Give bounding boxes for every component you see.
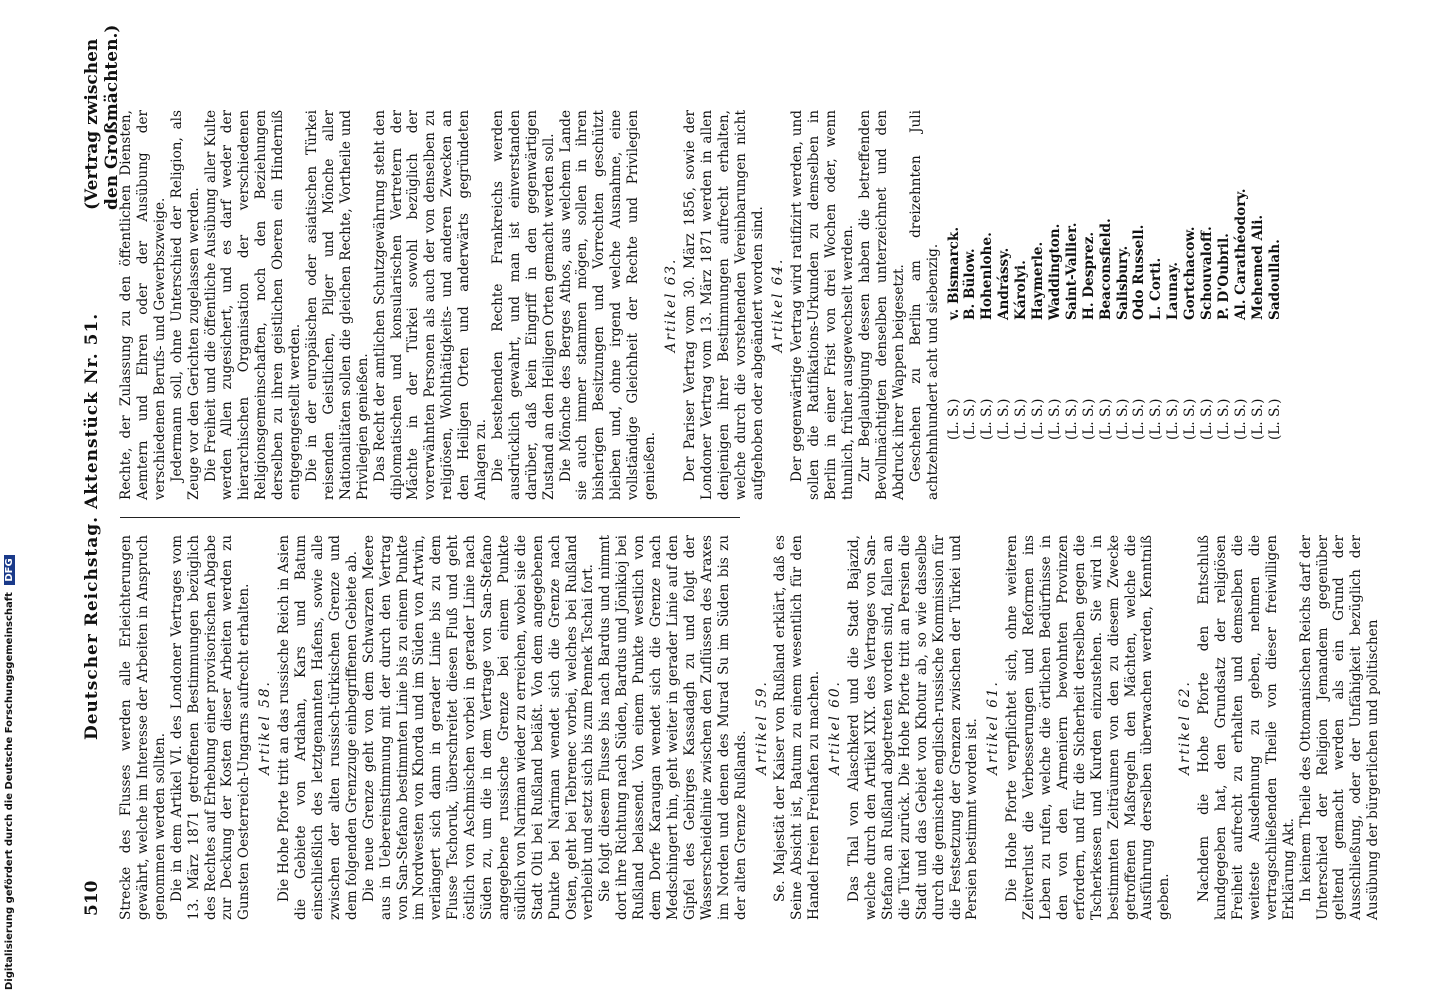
article-heading: Artikel 61.	[985, 680, 1002, 775]
signature-row	[1165, 110, 1182, 500]
seal-mark: (L. S.)	[1063, 398, 1080, 440]
signature-row	[1098, 110, 1115, 500]
page-number: 510	[82, 880, 102, 916]
paragraph: Die bestehenden Rechte Frankreichs werden ausdrücklich gewahrt, und man ist einverstanden darüber, daß kein Eingriff in den gegenwärtigen Zustand an den Heiligen Orten gemacht werden soll.	[489, 110, 557, 500]
paragraph: Nachdem die Hohe Pforte den Entschluß kundgegeben hat, den Grundsatz der religiösen Freiheit aufrecht zu erhalten und demselben die weiteste Ausdehnung zu geben, nehmen die vertragschließenden Theile von dieser freiwilligen Erklärung Akt.	[1196, 535, 1297, 920]
signature-row	[1250, 110, 1267, 500]
signatory-name: Mehemed Ali.	[1249, 214, 1266, 320]
signature-row	[1081, 110, 1098, 500]
signatory-name: L. Corti.	[1148, 257, 1165, 320]
seal-mark: (L. S.)	[962, 398, 979, 440]
signatory-name: Károlyi.	[1013, 260, 1030, 320]
paragraph: Das Recht der amtlichen Schutzgewährung steht den diplomatischen und konsularischen Vertretern der Mächte in der Türkei sowohl bezüglich der vorerwähnten Personen als auch der von denselben zu religiösen, Wohlthätigkeits- und anderen Zwecken an den Heiligen Orten und anderwärts gegründeten Anlagen zu.	[371, 110, 490, 500]
signatory-name: v. Bismarck.	[945, 226, 962, 320]
seal-mark: (L. S.)	[979, 398, 996, 440]
signatory-name: Salisbury.	[1114, 245, 1131, 320]
signatory-name: Beaconsfield.	[1097, 218, 1114, 320]
signature-row	[1013, 110, 1030, 500]
paragraph: Strecke des Flusses werden alle Erleichterungen gewährt, welche im Interesse der Arbeiten in Anspruch genommen werden sollten.	[118, 535, 168, 920]
signature-row	[1131, 110, 1148, 500]
signatory-name: Al. Carathéodory.	[1232, 188, 1249, 320]
seal-mark: (L. S.)	[1232, 398, 1249, 440]
paragraph: Der gegenwärtige Vertrag wird ratifizirt werden, und sollen die Ratifikations-Urkunden zu demselben in Berlin in einer Frist von drei Wochen oder, wenn thunlich, früher ausgewechselt werden.	[789, 110, 857, 500]
article-heading: Artikel 63.	[663, 257, 679, 353]
signatory-name: Odo Russell.	[1131, 224, 1148, 320]
signature-row	[946, 110, 963, 500]
signatory-name: B. Bülow.	[962, 248, 979, 320]
signature-row	[1064, 110, 1081, 500]
paragraph: Die in der europäischen oder asiatischen Türkei reisenden Geistlichen, Pilger und Mönche aller Nationalitäten sollen die gleichen Rechte, Vortheile und Privilegien genießen.	[303, 110, 371, 500]
page-header	[82, 0, 122, 930]
article-heading: Artikel 58.	[257, 680, 274, 775]
signatory-name: Saint-Vallier.	[1063, 222, 1080, 320]
document-subject: (Vertrag zwischen den Großmächten.)	[82, 24, 122, 210]
signature-list	[946, 110, 1284, 500]
digitization-footer	[2, 558, 18, 990]
paragraph: Die Hohe Pforte tritt an das russische Reich in Asien die Gebiete von Ardahan, Kars und Batum einschließlich des letztgenannten Hafens, sowie alle zwischen der alten russisch-türkischen Grenze und dem folgenden Grenzzuge einbegriffenen Gebiete ab.	[276, 535, 360, 920]
seal-mark: (L. S.)	[996, 398, 1013, 440]
signatory-name: Gortchacow.	[1182, 226, 1199, 320]
right-text-column	[118, 110, 1284, 500]
signature-row	[1115, 110, 1132, 500]
signatory-name: H. Desprez.	[1080, 231, 1097, 320]
seal-mark: (L. S.)	[1046, 398, 1063, 440]
signature-row	[1216, 110, 1233, 500]
article-heading: Artikel 62.	[1177, 680, 1194, 775]
paragraph: Das Thal von Alaschkerd und die Stadt Bajazid, welche durch den Artikel XIX. des Vertrages von San-Stefano an Rußland abgetreten worden sind, fallen an die Türkei zurück. Die Hohe Pforte tritt an Persien die Stadt und das Gebiet von Khotur ab, so wie dasselbe durch die gemischte englisch-russische Kommission für die Festsetzung der Grenzen zwischen der Türkei und Persien bestimmt worden ist.	[846, 535, 981, 920]
footer-text: Digitalisierung gefördert durch die Deutsche Forschungsgemeinschaft	[4, 592, 15, 990]
seal-mark: (L. S.)	[1013, 398, 1030, 440]
signatory-name: Schouvaloff.	[1199, 226, 1216, 320]
journal-title: Deutscher Reichstag. Aktenstück Nr. 51.	[82, 312, 102, 740]
signature-row	[962, 110, 979, 500]
signature-row	[1148, 110, 1165, 500]
paragraph: Die neue Grenze geht von dem Schwarzen Meere aus in Uebereinstimmung mit der durch den Vertrag von San-Stefano bestimmten Linie bis zu einem Punkte im Nordwesten von Khorda und im Süden von Artwin, verlängert sich dann in gerader Linie bis zu dem Flusse Tschoruk, überschreitet diesen Fluß und geht östlich von Aschmischen vorbei in gerader Linie nach Süden zu, um die in dem Vertrage von San-Stefano angegebene russische Grenze bei einem Punkte südlich von Nariman wieder zu erreichen, wobei sie die Stadt Olti bei Rußland beläßt. Von dem angegebenen Punkte bei Nariman wendet sich die Grenze nach Osten, geht bei Tebrenec vorbei, welches bei Rußland verbleibt und setzt sich bis zum Pennek Tschai fort.	[360, 535, 597, 920]
signature-row	[1267, 110, 1284, 500]
paragraph: Sie folgt diesem Flusse bis nach Bardus und nimmt dort ihre Richtung nach Süden, Bardus und Jönikioj bei Rußland belassend. Von einem Punkte westlich von dem Dorfe Karaugan wendet sich die Grenze nach Medschingert hin, geht weiter in gerader Linie auf den Gipfel des Gebirges Kassadagh zu und folgt der Wasserscheidelinie zwischen den Zuflüssen des Araxes im Norden und denen des Murad Su im Süden bis zu der alten Grenze Rußlands.	[597, 535, 749, 920]
article-heading: Artikel 60.	[827, 680, 844, 775]
seal-mark: (L. S.)	[1249, 398, 1266, 440]
seal-mark: (L. S.)	[1199, 398, 1216, 440]
seal-mark: (L. S.)	[1182, 398, 1199, 440]
signatory-name: Andrássy.	[996, 247, 1013, 320]
paragraph: Rechte, der Zulassung zu den öffentlichen Diensten, Aemtern und Ehren oder der Ausübung der verschiedenen Berufs- und Gewerbszweige.	[118, 110, 168, 500]
signature-row	[1182, 110, 1199, 500]
paragraph: Die Hohe Pforte verpflichtet sich, ohne weiteren Zeitverlust die Verbesserungen und Reformen ins Leben zu rufen, welche die örtlichen Bedürfnisse in den von den Armeniern bewohnten Provinzen erfordern, und für die Sicherheit derselben gegen die Tscherkessen und Kurden einzustehen. Sie wird in bestimmten Zeiträumen von den zu diesem Zwecke getroffenen Maßregeln den Mächten, welche die Ausführung derselben überwachen werden, Kenntniß geben.	[1004, 535, 1173, 920]
seal-mark: (L. S.)	[945, 398, 962, 440]
signatory-name: P. D'Oubril.	[1216, 233, 1232, 320]
dfg-logo: DFG	[4, 555, 15, 584]
paragraph: Die Freiheit und die öffentliche Ausübung aller Kulte werden Allen zugesichert, und es darf weder der hierarchischen Organisation der verschiedenen Religionsgemeinschaften, noch den Beziehungen derselben zu ihren geistlichen Oberen ein Hinderniß entgegengestellt werden.	[202, 110, 304, 500]
signatory-name: Sadoullah.	[1266, 239, 1283, 320]
paragraph: Jedermann soll, ohne Unterschied der Religion, als Zeuge vor den Gerichten zugelassen werden.	[168, 110, 202, 500]
seal-mark: (L. S.)	[1266, 398, 1283, 440]
signatory-name: Haymerle.	[1030, 241, 1047, 320]
seal-mark: (L. S.)	[1148, 398, 1165, 440]
paragraph: Der Pariser Vertrag vom 30. März 1856, sowie der Londoner Vertrag vom 13. März 1871 werden in allen denjenigen ihrer Bestimmungen aufrecht erhalten, welche durch die vorstehenden Vereinbarungen nicht aufgehoben oder abgeändert worden sind.	[681, 110, 766, 500]
seal-mark: (L. S.)	[1114, 398, 1131, 440]
signature-row	[979, 110, 996, 500]
signature-row	[996, 110, 1013, 500]
seal-mark: (L. S.)	[1165, 398, 1182, 440]
signature-row	[1199, 110, 1216, 500]
left-text-column	[118, 535, 1382, 920]
article-heading: Artikel 59.	[753, 680, 770, 775]
paragraph: Die Mönche des Berges Athos, aus welchem Lande sie auch immer stammen mögen, sollen in ihren bisherigen Besitzungen und Vorrechten geschützt bleiben und, ohne irgend welche Ausnahme, eine vollständige Gleichheit der Rechte und Privilegien genießen.	[557, 110, 659, 500]
right-column-body	[118, 110, 942, 500]
seal-mark: (L. S.)	[1030, 398, 1047, 440]
paragraph: Geschehen zu Berlin am dreizehnten Juli achtzehnhundert acht und siebenzig.	[907, 110, 941, 500]
signature-row	[1030, 110, 1047, 500]
signatory-name: Launay.	[1165, 261, 1182, 320]
seal-mark: (L. S.)	[1131, 398, 1148, 440]
paragraph: Die in dem Artikel VI. des Londoner Vertrages vom 13. März 1871 getroffenen Bestimmungen bezüglich des Rechtes auf Erhebung einer provisorischen Abgabe zur Deckung der Kosten dieser Arbeiten werden zu Gunsten Oesterreich-Ungarns aufrecht erhalten.	[168, 535, 253, 920]
seal-mark: (L. S.)	[1080, 398, 1097, 440]
signature-row	[1233, 110, 1250, 500]
seal-mark: (L. S.)	[1097, 398, 1114, 440]
signatory-name: Waddington.	[1046, 223, 1063, 320]
paragraph: In keinem Theile des Ottomanischen Reichs darf der Unterschied der Religion Jemandem gegenüber geltend gemacht werden als ein Grund der Ausschließung, oder der Unfähigkeit bezüglich der Ausübung der bürgerlichen und politischen	[1297, 535, 1382, 920]
article-heading: Artikel 64.	[770, 257, 787, 353]
paragraph: Zur Beglaubigung dessen haben die betreffenden Bevollmächtigten denselben unterzeichnet und den Abdruck ihrer Wappen beigesetzt.	[856, 110, 907, 500]
column-divider	[120, 517, 740, 518]
signatory-name: Hohenlohe.	[979, 232, 996, 320]
paragraph: Se. Majestät der Kaiser von Rußland erklärt, daß es Seine Absicht ist, Batum zu einem wesentlich für den Handel freien Freihafen zu machen.	[772, 535, 823, 920]
seal-mark: (L. S.)	[1216, 398, 1232, 440]
signature-row	[1047, 110, 1064, 500]
